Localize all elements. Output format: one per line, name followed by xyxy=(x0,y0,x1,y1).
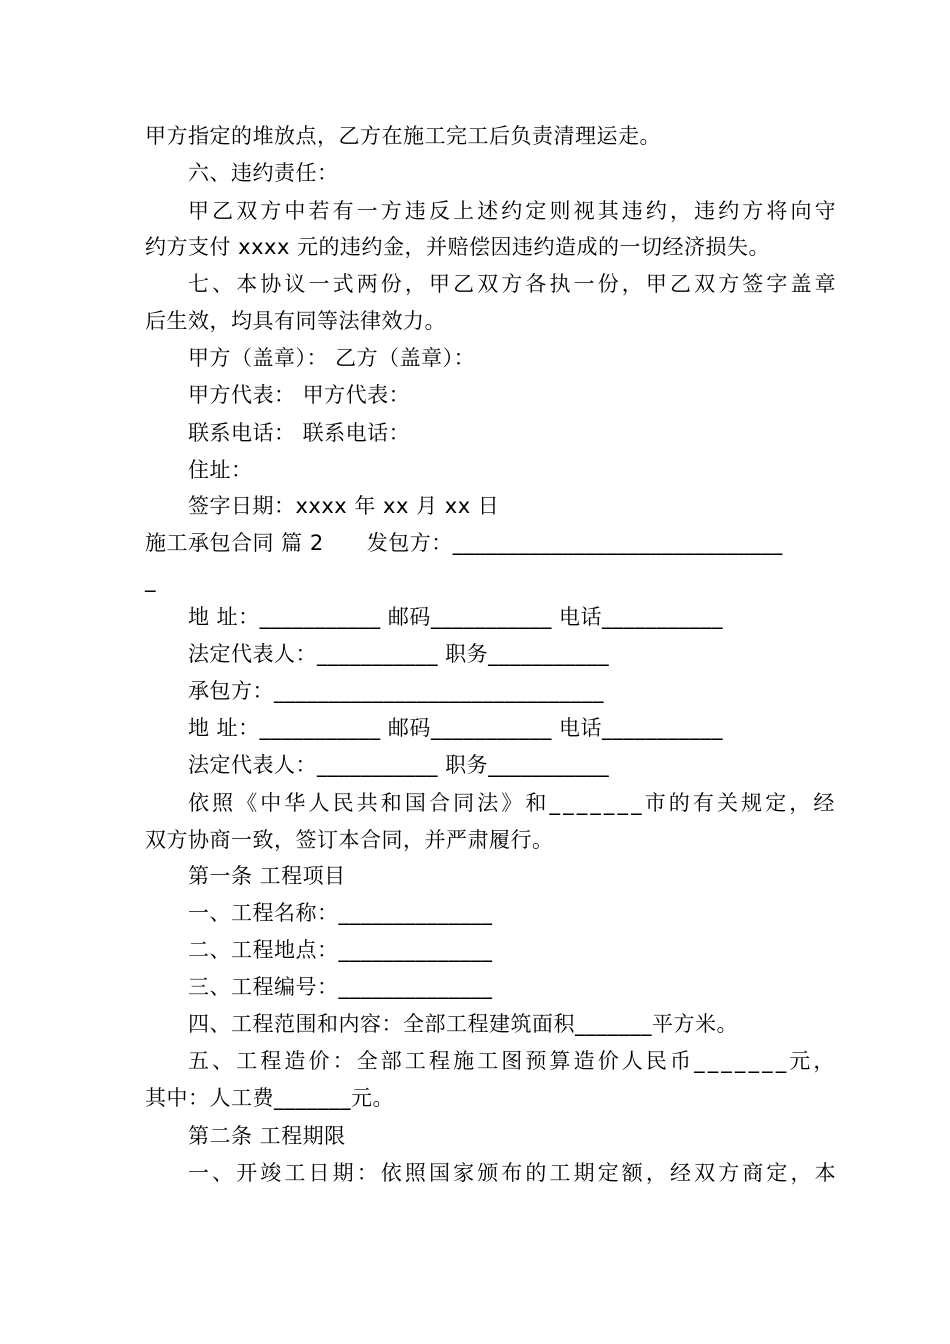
paragraph-line: 其中：人工费_______元。 xyxy=(145,1086,394,1110)
signature-line: 甲方代表： 甲方代表： xyxy=(188,383,411,407)
form-field-line: 三、工程编号：______________ xyxy=(188,975,493,999)
form-field-line: 法定代表人：___________ 职务___________ xyxy=(188,642,610,666)
paragraph-line: 一、开竣工日期：依照国家颁布的工期定额，经双方商定，本 xyxy=(188,1161,839,1185)
paragraph-line: 双方协商一致，签订本合同，并严肃履行。 xyxy=(145,828,554,852)
section-heading: 六、违约责任： xyxy=(188,161,339,185)
form-field-line: 四、工程范围和内容：全部工程建筑面积_______平方米。 xyxy=(188,1012,738,1036)
article-heading: 第二条 工程期限 xyxy=(188,1124,346,1148)
contract-title-line: 施工承包合同 篇 2 发包方：______________________________ xyxy=(145,531,783,555)
form-field-line: 二、工程地点：______________ xyxy=(188,938,493,962)
paragraph-line: 后生效，均具有同等法律效力。 xyxy=(145,309,446,333)
paragraph-line: 依照《中华人民共和国合同法》和_______市的有关规定，经 xyxy=(188,791,838,815)
form-field-line: 地 址：___________ 邮码___________ 电话___________ xyxy=(188,716,724,740)
paragraph-line: 五、工程造价：全部工程施工图预算造价人民币_______元， xyxy=(188,1049,838,1073)
paragraph-line: 甲方指定的堆放点，乙方在施工完工后负责清理运走。 xyxy=(145,124,661,148)
paragraph-line: _ xyxy=(145,568,156,592)
signature-date-line: 签字日期：xxxx 年 xx 月 xx 日 xyxy=(188,494,500,518)
form-field-line: 承包方：______________________________ xyxy=(188,679,604,703)
signature-line: 联系电话： 联系电话： xyxy=(188,421,411,445)
signature-line: 甲方（盖章）： 乙方（盖章）： xyxy=(188,346,476,370)
form-field-line: 一、工程名称：______________ xyxy=(188,901,493,925)
paragraph-line: 甲乙双方中若有一方违反上述约定则视其违约，违约方将向守 xyxy=(188,199,839,223)
paragraph-line: 七、本协议一式两份，甲乙双方各执一份，甲乙双方签字盖章 xyxy=(188,272,839,296)
form-field-line: 地 址：___________ 邮码___________ 电话___________ xyxy=(188,605,724,629)
article-heading: 第一条 工程项目 xyxy=(188,864,346,888)
form-field-line: 法定代表人：___________ 职务___________ xyxy=(188,753,610,777)
signature-line: 住址： xyxy=(188,458,253,482)
paragraph-line: 约方支付 xxxx 元的违约金，并赔偿因违约造成的一切经济损失。 xyxy=(145,235,771,259)
